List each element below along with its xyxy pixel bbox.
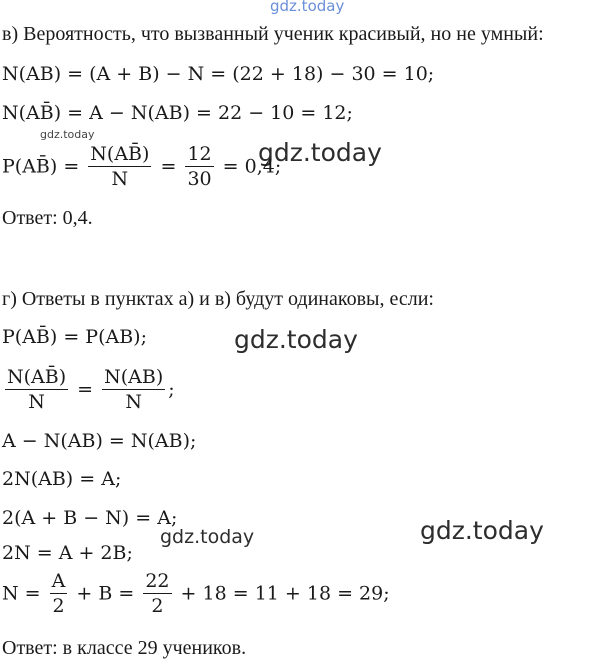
part-g-line7-mid: + B = — [70, 582, 141, 605]
watermark-small: gdz.today — [40, 128, 95, 141]
part-g-line1: P(AB̄) = P(AB); — [2, 326, 147, 348]
fraction — [185, 143, 213, 190]
fraction-numerator: N(AB̄) — [7, 366, 67, 388]
part-v-line1: N(AB) = (A + B) − N = (22 + 18) − 30 = 10; — [2, 63, 435, 85]
fraction — [5, 366, 68, 413]
watermark-medium: gdz.today — [160, 526, 255, 548]
part-g-line7-lhs: N = — [2, 582, 47, 605]
equals-sign: = — [154, 155, 183, 178]
watermark-large: gdz.today — [258, 138, 382, 167]
fraction-numerator: N(AB) — [104, 366, 164, 388]
part-v-line3-tail: = 0,4; — [216, 155, 282, 178]
fraction-denominator: 30 — [187, 168, 212, 190]
fraction-numerator: A — [51, 570, 66, 592]
part-g-answer: Ответ: в классе 29 учеников. — [2, 637, 247, 659]
part-g-line3: A − N(AB) = N(AB); — [2, 430, 197, 452]
part-v-line2 — [2, 102, 353, 124]
fraction-numerator: N(AB̄) — [90, 143, 150, 165]
part-v-line3-lhs: P(AB̄) = — [2, 155, 86, 178]
part-g-line2-tail: ; — [168, 378, 175, 401]
fraction-denominator: N — [111, 168, 129, 190]
watermark-large: gdz.today — [234, 325, 358, 354]
fraction-denominator: 2 — [52, 595, 65, 617]
part-g-line2 — [2, 366, 175, 413]
fraction-denominator: 2 — [151, 595, 164, 617]
fraction-denominator: N — [28, 391, 45, 413]
fraction — [143, 570, 171, 617]
fraction-numerator: 12 — [187, 143, 212, 165]
fraction — [50, 570, 68, 617]
watermark-large: gdz.today — [420, 516, 544, 545]
part-v-answer: Ответ: 0,4. — [2, 207, 93, 229]
part-g-line7-tail: + 18 = 11 + 18 = 29; — [174, 582, 390, 605]
watermark-top: gdz.today — [270, 0, 345, 15]
fraction — [88, 143, 151, 190]
fraction-denominator: N — [125, 391, 143, 413]
part-g-line5: 2(A + B − N) = A; — [2, 507, 178, 529]
part-v-line2-rhs: = A − N(AB) = 22 − 10 = 12; — [61, 102, 353, 124]
part-g-line4: 2N(AB) = A; — [2, 468, 122, 490]
equals-sign: = — [71, 378, 100, 401]
part-v-line2-lhs: N(AB̄) — [2, 102, 62, 124]
fraction — [102, 366, 165, 413]
fraction-numerator: 22 — [145, 570, 170, 592]
part-g-line7 — [2, 570, 390, 617]
part-v-line3 — [2, 143, 281, 190]
part-g-line6: 2N = A + 2B; — [2, 542, 133, 564]
part-g-heading: г) Ответы в пунктах а) и в) будут одинаковы, если: — [2, 288, 434, 310]
part-v-heading: в) Вероятность, что вызванный ученик красивый, но не умный: — [2, 23, 544, 45]
